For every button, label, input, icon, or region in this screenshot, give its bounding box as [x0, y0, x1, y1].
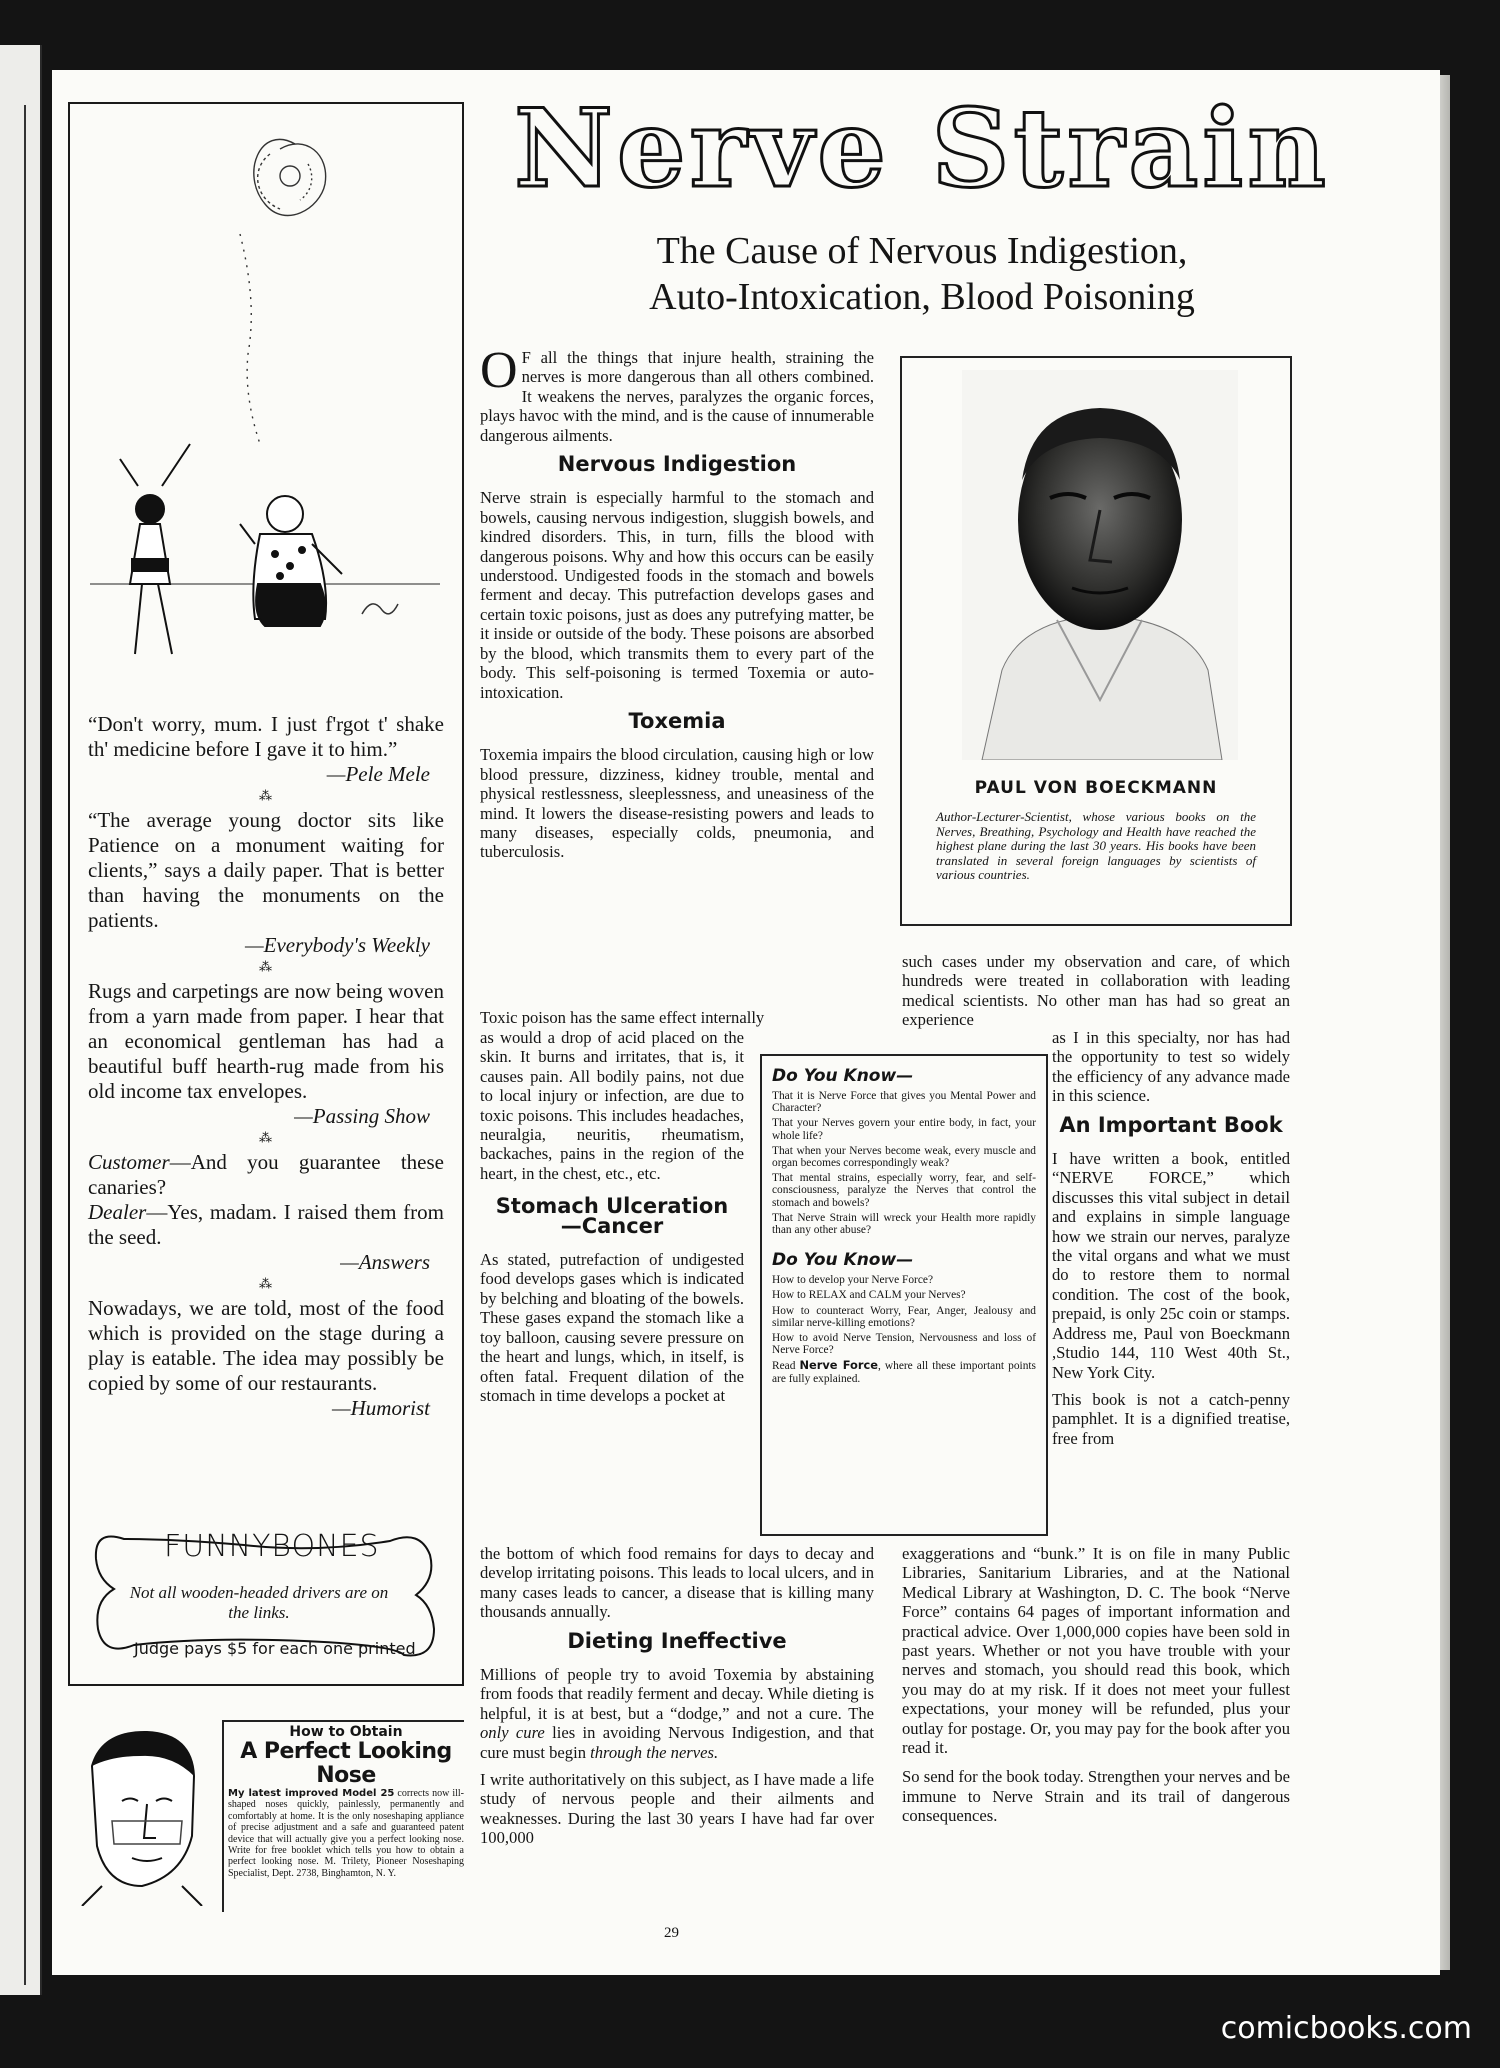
do-you-know-item: Read Nerve Force, where all these important points are fully explained.: [772, 1358, 1036, 1385]
do-you-know-item: That Nerve Strain will wreck your Health more rapidly than any other abuse?: [772, 1211, 1036, 1237]
do-you-know-item: How to develop your Nerve Force?: [772, 1274, 933, 1287]
joke-4-line-a: Customer—And you guarantee these canaries?: [88, 1150, 444, 1199]
nose-shaper-ad: [62, 1720, 462, 1915]
joke-4-speaker-b: Dealer: [88, 1200, 147, 1224]
section-title-toxemia: Toxemia: [628, 708, 726, 733]
article-column-2-narrow: [1052, 1028, 1290, 1454]
section-title-dieting-ineffective: Dieting Ineffective: [567, 1628, 787, 1653]
section-dieting-text-2: I write authoritatively on this subject, as I have made a life study of nervous people and their ailments and weaknesses. During the last 30 years I have had far over 100,000: [480, 1770, 874, 1848]
section-book-text-2a: This book is not a catch-penny pamphlet. It is a dignified treatise, free from: [1052, 1389, 1290, 1448]
do-you-know-item: How to RELAX and CALM your Nerves?: [772, 1289, 966, 1302]
joke-3: Rugs and carpetings are now being woven from a yarn made from paper. I hear that an economical gentleman has had a beautiful buff hearth-rug made from his old income tax envelopes.: [88, 979, 444, 1103]
joke-2-credit: —Everybody's Weekly: [244, 933, 430, 957]
section-ulceration-text: As stated, putrefaction of undigested food develops gases which is indicated by belching and bloating of the bowels. These gases expand the stomach like a toy balloon, causing severe pressure on the heart and lungs, which, in itself, is often fatal. Frequent dilation of the stomach in time develops a pocket at: [480, 1250, 744, 1405]
magazine-page: [52, 70, 1440, 1975]
right-continued-text: as I in this specialty, nor has had the opportunity to test so widely the efficiency of any advance made in this science.: [1052, 1028, 1290, 1106]
do-you-know-item: That mental strains, especially worry, fear, and self-consciousness, paralyze the Nerves that control the stomach and bowels?: [772, 1172, 1036, 1209]
joke-1: “Don't worry, mum. I just f'rgot t' shake th' medicine before I gave it to him.”: [88, 712, 444, 761]
section-book-text-2b: exaggerations and “bunk.” It is on file in many Public Libraries, Sanitarium Libraries, and at the National Medical Library at Washington, D. C. The book “Nerve Force” contains 64 pages of important information and practical advice. Over 1,000,000 copies have been sold in past years. Whether or not you have trouble with your nerves and stomach, you should read this book, which you may do at my risk. If it does not meet your fullest expectations, your money will be refunded, plus your outlay for postage. Or, you may pay for the book after you read it.: [902, 1544, 1290, 1758]
author-portrait: [962, 370, 1238, 760]
section-nervous-indigestion-text: Nerve strain is especially harmful to the stomach and bowels, causing nervous indigestion, sluggish bowels, and kindred disorders. This, in turn, fills the blood with dangerous poisons. Why and how this occurs can be easily understood. Undigested foods in the stomach and bowels ferment and decay. This putrefaction develops gases and certain toxic poisons, just as does any putrefying matter, be it inside or outside of the body. These poisons are absorbed by the blood, which transmits them to every part of the body. This self-poisoning is termed Toxemia or auto-intoxication.: [480, 488, 874, 702]
funnybones-footer: Judge pays $5 for each one printed: [134, 1639, 416, 1658]
separator-stars: ⁂: [259, 1277, 273, 1292]
separator-stars: ⁂: [259, 960, 273, 975]
do-you-know-box: [760, 1054, 1048, 1536]
do-you-know-item: That it is Nerve Force that gives you Mental Power and Character?: [772, 1090, 1036, 1115]
do-you-know-item: That your Nerves govern your entire body, in fact, your whole life?: [772, 1117, 1036, 1142]
page-number: 29: [664, 1925, 679, 1941]
section-title-nervous-indigestion: Nervous Indigestion: [557, 452, 797, 477]
section-title-important-book: An Important Book: [1059, 1112, 1283, 1137]
section-book-text: I have written a book, entitled “NERVE FORCE,” which discusses this vital subject in detail and explains in simple language how we strain our nerves, paralyze the vital organs and what we must do to restore them to normal condition. The cost of the book, prepaid, is only 25c coin or stamps. Address me, Paul von Boeckmann ,Studio 144, 110 West 40th St., New York City.: [1052, 1149, 1290, 1382]
funnybones-box: [84, 1519, 444, 1669]
left-page-edge: [0, 45, 42, 1995]
article-column-1-lower: [480, 1544, 874, 1854]
joke-1-credit: —Pele Mele: [326, 762, 430, 786]
do-you-know-title-1: Do You Know—: [772, 1066, 914, 1086]
article-column-1: [480, 342, 874, 868]
article-column-2-lower: [902, 1544, 1290, 1832]
author-name: PAUL VON BOECKMANN: [974, 778, 1218, 798]
funnybones-subtitle: Not all wooden-headed drivers are on the links.: [129, 1583, 389, 1622]
toxic-line: Toxic poison has the same effect internally: [480, 1008, 765, 1027]
drop-cap: O: [480, 342, 518, 399]
section-ulceration-continued: the bottom of which food remains for days to decay and develop irritating poisons. This leads to local ulcers, and in many cases leads to cancer, a disease that is killing many thousands annually.: [480, 1544, 874, 1622]
author-photo-box: [900, 356, 1292, 926]
man-face-illustration: [62, 1726, 212, 1906]
section-title-stomach-ulceration: Stomach Ulceration —Cancer: [495, 1194, 729, 1238]
cartoon-illustration: [80, 114, 452, 714]
watermark: comicbooks.com: [1220, 2011, 1472, 2046]
funnybones-title: FUNNYBONES: [164, 1529, 380, 1564]
do-you-know-title-2: Do You Know—: [772, 1250, 914, 1271]
headline: Nerve Strain: [514, 86, 1330, 212]
nose-ad-title: A Perfect Looking Nose: [240, 1739, 452, 1788]
intro-paragraph: O F all the things that injure health, straining the nerves is more dangerous than all others combined. It weakens the nerves, paralyzes the organic forces, plays havoc with the mind, and is the cause of innumerable dangerous ailments.: [480, 342, 874, 445]
humor-sidebar: [68, 102, 464, 1686]
nose-ad-body: My latest improved Model 25 corrects now ill-shaped noses quickly, painlessly, permanently and comfortably at home. It is the only noseshaping appliance of precise adjustment and a safe and guaranteed patent device that will actually give you a perfect looking nose. Write for free booklet which tells you how to obtain a perfect looking nose. M. Trilety, Pioneer Noseshaping Specialist, Dept. 2738, Binghamton, N. Y.: [228, 1788, 464, 1879]
joke-4-speaker-a: Customer: [88, 1150, 170, 1174]
joke-3-credit: —Passing Show: [294, 1104, 430, 1128]
separator-stars: ⁂: [259, 1131, 273, 1146]
portrait-illustration: [962, 370, 1238, 760]
article-column-2-top: such cases under my observation and care, of which hundreds were treated in collaboration with leading medical scientists. No other man has had so great an experience: [902, 952, 1290, 1030]
joke-2: “The average young doctor sits like Patience on a monument waiting for clients,” says a daily paper. That is better than having the monuments on the patients.: [88, 808, 444, 932]
nose-ad-how: How to Obtain: [289, 1724, 403, 1740]
nose-ad-text: [222, 1720, 464, 1912]
do-you-know-item: That when your Nerves become weak, every muscle and organ becomes correspondingly weak?: [772, 1144, 1036, 1170]
separator-stars: ⁂: [259, 789, 273, 804]
joke-5: Nowadays, we are told, most of the food which is provided on the stage during a play is eatable. The idea may possibly be copied by some of our restaurants.: [88, 1296, 444, 1395]
joke-4-credit: —Answers: [340, 1250, 430, 1274]
joke-5-credit: —Humorist: [331, 1396, 430, 1420]
do-you-know-item: How to counteract Worry, Fear, Anger, Jealousy and similar nerve-killing emotions?: [772, 1304, 1036, 1329]
do-you-know-item: How to avoid Nerve Tension, Nervousness and loss of Nerve Force?: [772, 1332, 1036, 1357]
section-toxemia-text: Toxemia impairs the blood circulation, causing high or low blood pressure, dizziness, kidney trouble, mental and physical restlessness, sleeplessness, and uneasiness of the mind. It lowers the disease-resisting powers and leads to many diseases, especially colds, pneumonia, and tuberculosis.: [480, 745, 874, 862]
author-caption: Author-Lecturer-Scientist, whose various books on the Nerves, Breathing, Psychology and Health have reached the highest plane during the last 30 years. His books have been translated in several foreign languages by scientists of various countries.: [936, 809, 1256, 883]
section-dieting-text: Millions of people try to avoid Toxemia by abstaining from foods that readily ferment and decay. While dieting is helpful, it is at best, but a “dodge,” and not a cure. The only cure lies in avoiding Nervous Indigestion, and that cure must begin through the nerves.: [480, 1665, 875, 1762]
article-column-1-narrow: [480, 1028, 744, 1411]
subheadline: The Cause of Nervous Indigestion, Auto-Intoxication, Blood Poisoning: [649, 230, 1195, 318]
joke-4-line-b: Dealer—Yes, madam. I raised them from the seed.: [88, 1200, 444, 1249]
toxic-text: as would a drop of acid placed on the skin. It burns and irritates, that is, it causes pain. All bodily pains, not due to local injury or infection, are due to toxic poisons. This includes headaches, neuralgia, neuritis, rheumatism, backaches, pains in the region of the heart, in the chest, etc., etc.: [480, 1028, 744, 1183]
section-book-text-3: So send for the book today. Strengthen your nerves and be immune to Nerve Strain and its trail of dangerous consequences.: [902, 1767, 1290, 1826]
